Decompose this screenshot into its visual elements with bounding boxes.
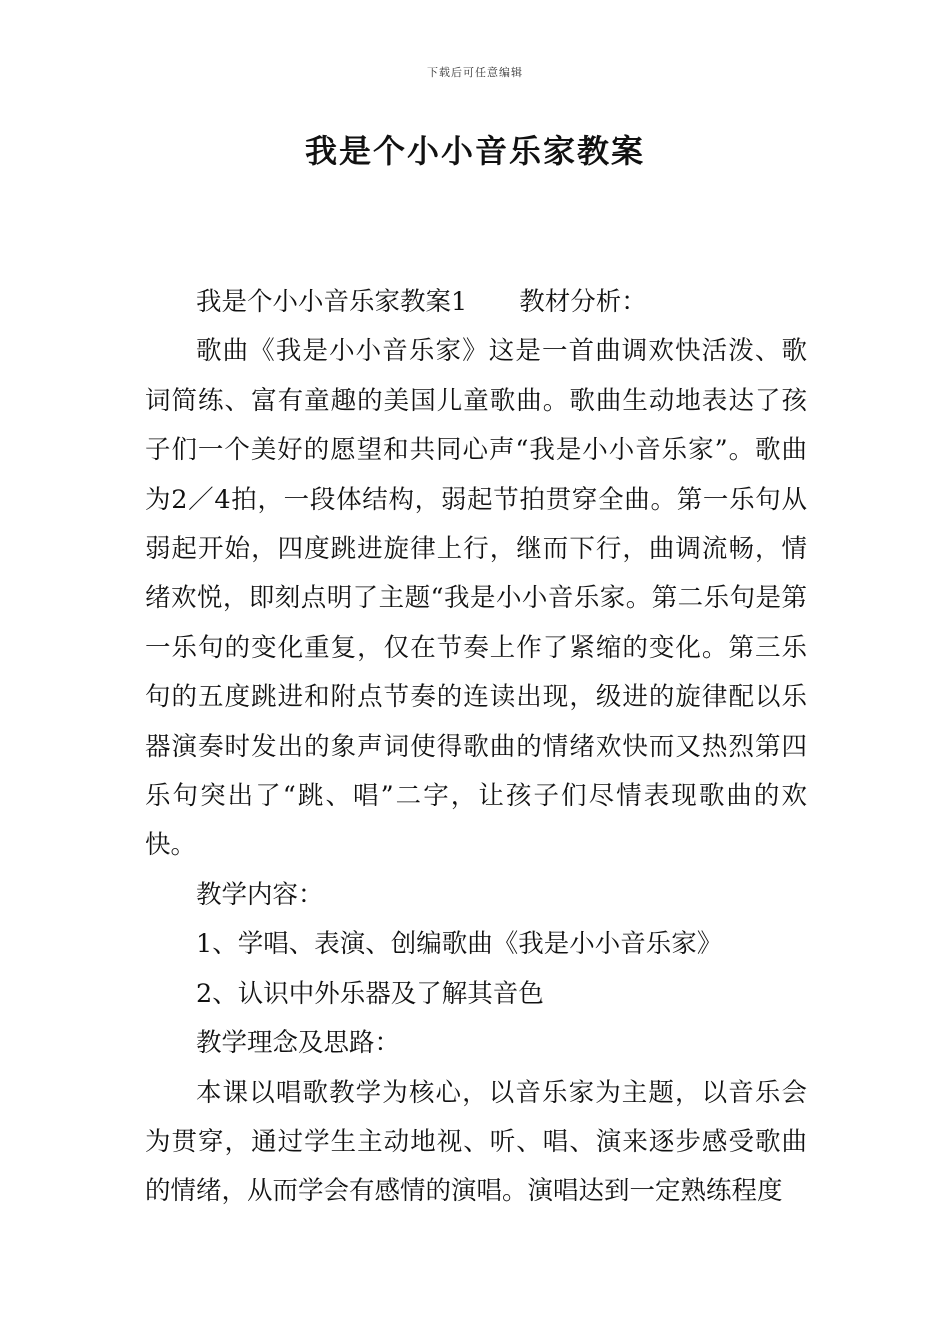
content-item-1: 1、学唱、表演、创编歌曲《我是小小音乐家》 <box>196 929 723 960</box>
content-item-2: 2、认识中外乐器及了解其音色 <box>196 978 544 1009</box>
analysis-paragraph: 歌曲《我是小小音乐家》这是一首曲调欢快活泼、歌词简练、富有童趣的美国儿童歌曲。歌曲生动地表达了孩子们一个美好的愿望和共同心声“我是小小音乐家”。歌曲为2／4拍，一段体结构，弱起节拍贯穿全曲。第一乐句从弱起开始，四度跳进旋律上行，继而下行，曲调流畅，情绪欢悦，即刻点明了主题“我是小小音乐家。第二乐句是第一乐句的变化重复，仅在节奏上作了紧缩的变化。第三乐句的五度跳进和附点节奏的连读出现，级进的旋律配以乐器演奏时发出的象声词使得歌曲的情绪欢快而又热烈第四乐句突出了“跳、唱”二字，让孩子们尽情表现歌曲的欢快。 <box>145 336 807 861</box>
document-title: 我是个小小音乐家教案 <box>304 132 645 170</box>
intro-lesson-label: 我是个小小音乐家教案1 <box>196 287 468 317</box>
concept-heading: 教学理念及思路： <box>196 1028 401 1059</box>
document-body <box>145 278 807 1217</box>
intro-section-label: 教材分析： <box>519 287 647 317</box>
concept-paragraph: 本课以唱歌教学为核心，以音乐家为主题，以音乐会为贯穿，通过学生主动地视、听、唱、演来逐步感受歌曲的情绪，从而学会有感情的演唱。演唱达到一定熟练程度 <box>145 1077 807 1207</box>
header-note: 下载后可任意编辑 <box>427 66 523 79</box>
content-heading: 教学内容： <box>196 879 324 910</box>
intro-line <box>145 278 807 327</box>
